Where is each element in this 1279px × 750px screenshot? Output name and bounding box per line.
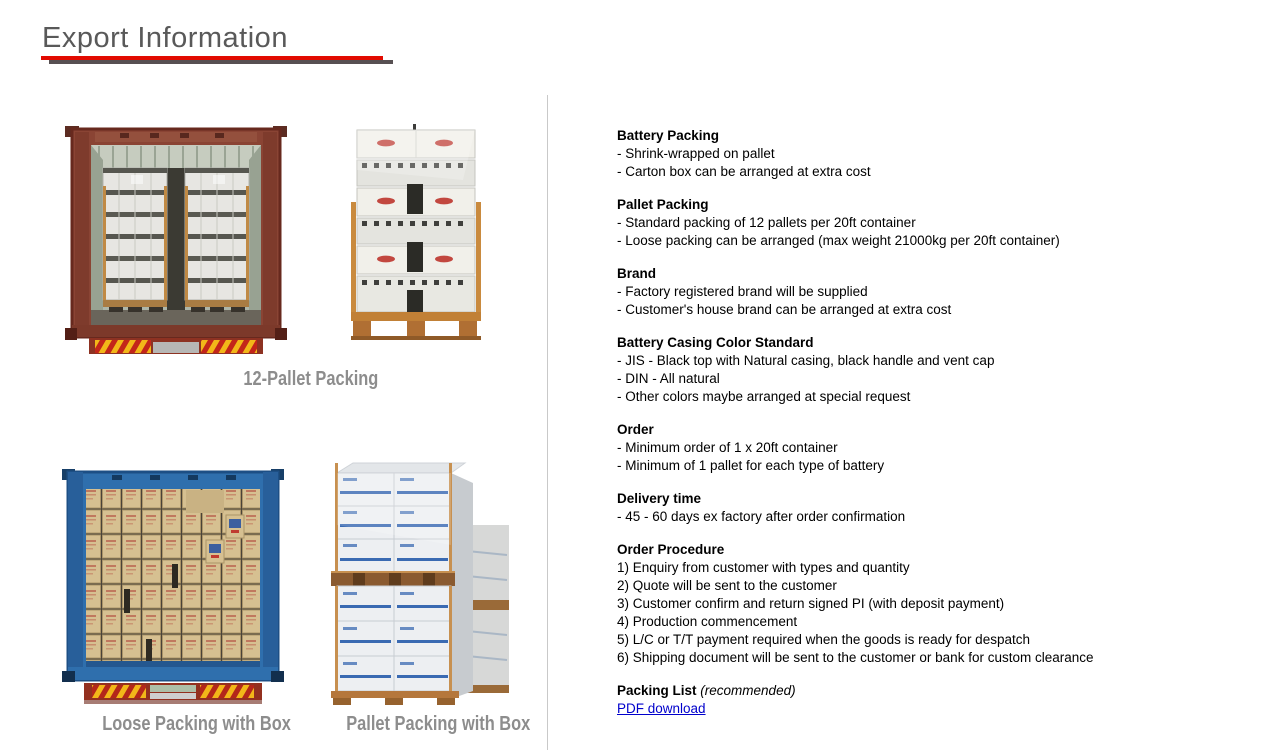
packing-list-title: Packing List [617, 683, 697, 698]
info-section [617, 334, 1217, 406]
caption-12-pallet-packing: 12-Pallet Packing [243, 368, 379, 390]
vertical-divider [547, 95, 548, 750]
section-title: Order Procedure [617, 542, 725, 557]
section-title: Battery Casing Color Standard [617, 335, 814, 350]
page-title: Export Information [42, 22, 288, 54]
photo-pallet-boxes [323, 455, 518, 707]
info-sections [617, 127, 1217, 667]
section-item: - JIS - Black top with Natural casing, black handle and vent cap [617, 353, 995, 368]
info-section [617, 490, 1217, 526]
section-items [617, 214, 1217, 250]
caption-loose-packing-with-box: Loose Packing with Box [102, 713, 291, 735]
section-items [617, 352, 1217, 406]
photo-container-loose-boxes [62, 459, 284, 709]
section-items [617, 508, 1217, 526]
info-section [617, 421, 1217, 475]
section-items [617, 283, 1217, 319]
section-item: - DIN - All natural [617, 371, 720, 386]
section-items [617, 145, 1217, 181]
section-item: 3) Customer confirm and return signed PI (with deposit payment) [617, 596, 1005, 611]
info-section [617, 265, 1217, 319]
photo-container-12-pallets [65, 120, 287, 360]
section-items [617, 439, 1217, 475]
section-item: 2) Quote will be sent to the customer [617, 578, 837, 593]
section-items [617, 559, 1217, 667]
section-item: - Customer's house brand can be arranged at extra cost [617, 302, 952, 317]
section-title: Battery Packing [617, 128, 720, 143]
section-item: - Other colors maybe arranged at special request [617, 389, 911, 404]
section-title: Delivery time [617, 491, 702, 506]
pdf-download-link[interactable]: PDF download [617, 701, 706, 716]
section-item: 5) L/C or T/T payment required when the goods is ready for despatch [617, 632, 1030, 647]
section-item: - Shrink-wrapped on pallet [617, 146, 775, 161]
section-title: Brand [617, 266, 657, 281]
section-item: 1) Enquiry from customer with types and quantity [617, 560, 910, 575]
section-item: - Loose packing can be arranged (max weight 21000kg per 20ft container) [617, 233, 1060, 248]
caption-pallet-packing-with-box: Pallet Packing with Box [346, 713, 531, 735]
section-item: - Minimum of 1 pallet for each type of battery [617, 458, 885, 473]
section-item: - Standard packing of 12 pallets per 20ft container [617, 215, 916, 230]
title-underline-dark [49, 60, 393, 64]
export-details-column [617, 127, 1217, 733]
section-title: Pallet Packing [617, 197, 709, 212]
section-item: 6) Shipping document will be sent to the customer or bank for custom clearance [617, 650, 1094, 665]
section-item: 4) Production commencement [617, 614, 798, 629]
section-item: - Minimum order of 1 x 20ft container [617, 440, 838, 455]
section-item: - Carton box can be arranged at extra cost [617, 164, 871, 179]
photo-battery-pallet [345, 122, 487, 356]
section-item: - Factory registered brand will be supplied [617, 284, 868, 299]
info-section [617, 541, 1217, 667]
packing-list-heading [617, 682, 1217, 700]
packing-list-section [617, 682, 1217, 718]
section-item: - 45 - 60 days ex factory after order confirmation [617, 509, 906, 524]
section-title: Order [617, 422, 654, 437]
info-section [617, 196, 1217, 250]
packing-list-note: (recommended) [700, 683, 796, 698]
info-section [617, 127, 1217, 181]
